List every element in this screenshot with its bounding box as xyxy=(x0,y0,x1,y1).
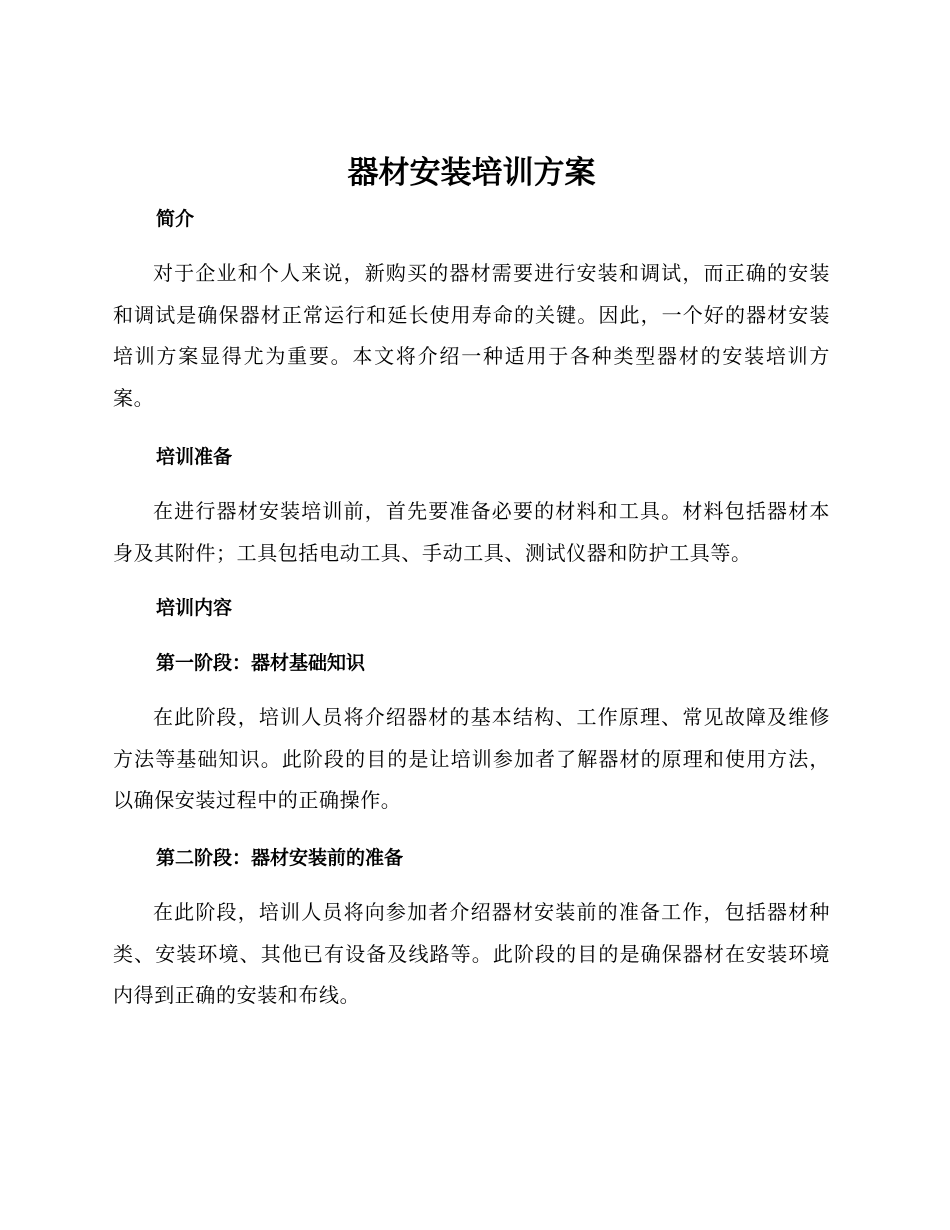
heading-stage-two: 第二阶段：器材安装前的准备 xyxy=(156,847,404,869)
paragraph-introduction: 对于企业和个人来说，新购买的器材需要进行安装和调试，而正确的安装和调试是确保器材正常运行和延长使用寿命的关键。因此，一个好的器材安装培训方案显得尤为重要。本文将介绍一种适用于各种类型器材的安装培训方案。 xyxy=(113,261,830,410)
document-title: 器材安装培训方案 xyxy=(347,155,596,191)
heading-training-preparation: 培训准备 xyxy=(156,446,233,468)
paragraph-training-preparation: 在进行器材安装培训前，首先要准备必要的材料和工具。材料包括器材本身及其附件；工具包括电动工具、手动工具、测试仪器和防护工具等。 xyxy=(113,499,830,565)
heading-introduction: 简介 xyxy=(156,208,195,230)
paragraph-stage-two: 在此阶段，培训人员将向参加者介绍器材安装前的准备工作，包括器材种类、安装环境、其他已有设备及线路等。此阶段的目的是确保器材在安装环境内得到正确的安装和布线。 xyxy=(113,900,830,1007)
heading-stage-one: 第一阶段：器材基础知识 xyxy=(156,652,366,674)
paragraph-stage-one: 在此阶段，培训人员将介绍器材的基本结构、工作原理、常见故障及维修方法等基础知识。此阶段的目的是让培训参加者了解器材的原理和使用方法，以确保安装过程中的正确操作。 xyxy=(113,705,830,812)
heading-training-content: 培训内容 xyxy=(156,597,233,619)
